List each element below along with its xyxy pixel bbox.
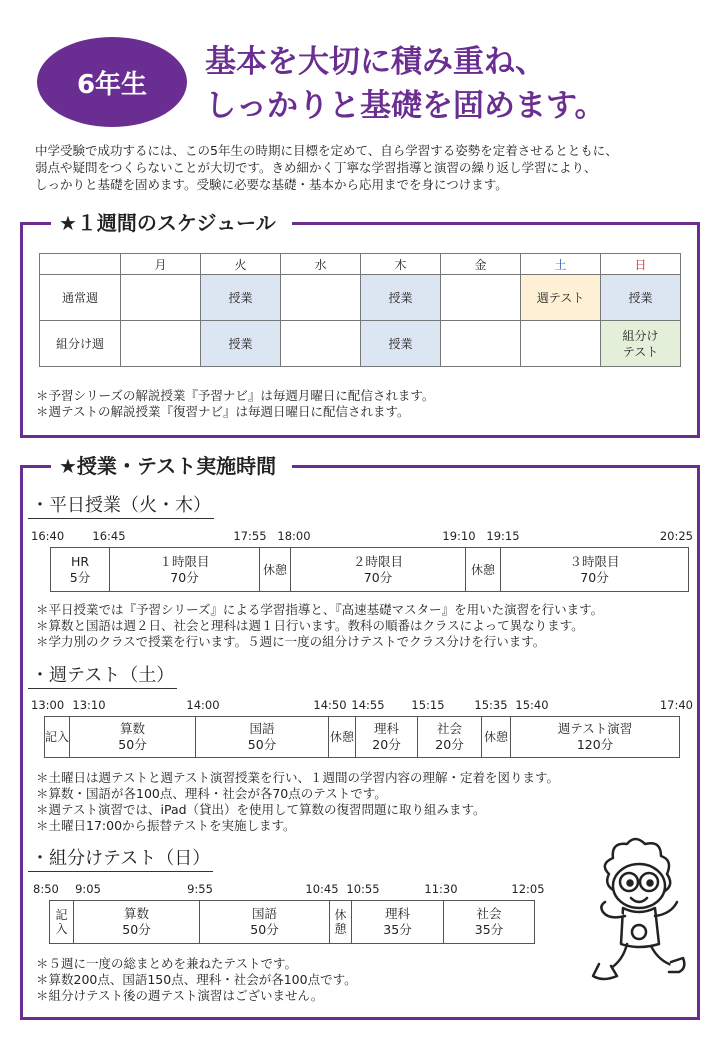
time-tick: 9:05: [75, 882, 101, 896]
table-cell: 授業: [601, 275, 681, 321]
segment-duration: 50分: [122, 922, 151, 937]
segment-math: [74, 901, 200, 943]
weekly-schedule-panel: [20, 211, 700, 438]
time-tick: 10:55: [346, 882, 380, 896]
time-tick: 17:55: [233, 529, 267, 543]
time-tick: 12:05: [511, 882, 545, 896]
headline-line-2: しっかりと基礎を固めます。: [205, 88, 606, 124]
day-header-fri: 金: [441, 254, 521, 275]
weekday-heading: ・平日授業（火・木）: [28, 495, 214, 519]
segment-break: 休憩: [260, 548, 291, 591]
segment-japanese: [196, 717, 329, 757]
segment-duration: 35分: [383, 922, 412, 937]
segment-duration: 20分: [372, 737, 401, 752]
segment-hr: [51, 548, 110, 591]
time-tick: 10:45: [305, 882, 339, 896]
table-cell: 授業: [201, 321, 281, 367]
row-label-group-week: 組分け週: [40, 321, 121, 367]
note-line: ＊学力別のクラスで授業を行います。５週に一度の組分けテストでクラス分けを行います。: [36, 634, 546, 649]
segment-period-3: [501, 548, 688, 591]
time-tick: 13:10: [72, 698, 106, 712]
segment-name: 理科: [384, 906, 410, 921]
saturday-time-ticks: [23, 698, 703, 714]
segment-duration: 50分: [250, 922, 279, 937]
day-header-tue: 火: [201, 254, 281, 275]
segment-name: 算数: [123, 906, 149, 921]
note-line: ＊土曜日は週テストと週テスト演習授業を行い、１週間の学習内容の理解・定着を図ります。: [36, 770, 560, 785]
weekly-schedule-title: ★１週間のスケジュール: [51, 208, 292, 238]
segment-name: ２時限目: [352, 553, 403, 569]
note-line: ＊組分けテスト後の週テスト演習はございません。: [36, 988, 324, 1003]
weekday-notes: [36, 602, 603, 650]
segment-weekly-test-practice: [511, 717, 679, 757]
segment-name: 社会: [436, 721, 462, 736]
segment-japanese: [200, 901, 330, 943]
time-tick: 11:30: [424, 882, 458, 896]
note-line: ＊予習シリーズの解説授業『予習ナビ』は毎週月曜日に配信されます。: [36, 388, 435, 403]
intro-paragraph: [35, 142, 695, 193]
segment-duration: 120分: [576, 737, 614, 752]
sunday-notes: [36, 956, 357, 1004]
time-tick: 18:00: [277, 529, 311, 543]
table-corner-cell: [40, 254, 121, 275]
segment-name: 週テスト演習: [557, 721, 633, 736]
segment-period-1: [110, 548, 260, 591]
day-header-sat: 土: [521, 254, 601, 275]
table-cell: 授業: [201, 275, 281, 321]
time-tick: 15:40: [515, 698, 549, 712]
time-tick: 14:00: [186, 698, 220, 712]
time-tick: 16:45: [92, 529, 126, 543]
segment-duration: 35分: [474, 922, 504, 937]
grade-badge: 6年生: [37, 37, 187, 127]
weekly-schedule-table: [39, 253, 681, 367]
segment-science: [352, 901, 444, 943]
time-tick: 19:15: [486, 529, 520, 543]
note-line: ＊算数と国語は週２日、社会と理科は週１日行います。教科の順番はクラスによって異なります。: [36, 618, 584, 633]
headline: [205, 40, 606, 128]
table-cell: 組分け テスト: [601, 321, 681, 367]
time-tick: 14:50: [313, 698, 347, 712]
time-tick: 19:10: [442, 529, 476, 543]
saturday-notes: [36, 770, 559, 834]
segment-fill-in: 記入: [50, 901, 74, 943]
weekday-timeline: [50, 547, 689, 592]
note-line: ＊土曜日17:00から振替テストを実施します。: [36, 818, 296, 833]
segment-social: [444, 901, 534, 943]
table-cell: [121, 275, 201, 321]
weekday-time-ticks: [23, 529, 703, 545]
table-cell: [281, 275, 361, 321]
time-tick: 14:55: [351, 698, 385, 712]
segment-duration: 70分: [363, 569, 393, 585]
table-cell: [441, 275, 521, 321]
segment-break: 休憩: [330, 901, 352, 943]
class-times-title: ★授業・テスト実施時間: [51, 451, 292, 481]
segment-period-2: [291, 548, 466, 591]
table-header-row: [40, 254, 681, 275]
day-header-thu: 木: [361, 254, 441, 275]
note-line: ＊週テスト演習では、iPad（貸出）を使用して算数の復習問題に取り組みます。: [36, 802, 486, 817]
table-cell: [521, 321, 601, 367]
saturday-timeline: [44, 716, 680, 758]
segment-name: HR: [70, 553, 90, 569]
intro-line: 弱点や疑問をつくらないことが大切です。きめ細かく丁寧な学習指導と演習の繰り返し学習により、: [35, 160, 597, 175]
table-cell: [441, 321, 521, 367]
time-tick: 13:00: [31, 698, 65, 712]
table-cell: 授業: [361, 321, 441, 367]
segment-name: 社会: [476, 906, 502, 921]
segment-fill-in: 記入: [45, 717, 70, 757]
segment-name: 国語: [251, 906, 277, 921]
table-cell: 授業: [361, 275, 441, 321]
sunday-timeline: [49, 900, 535, 944]
intro-line: しっかりと基礎を固めます。受験に必要な基礎・基本から応用までを身につけます。: [35, 177, 508, 192]
note-line: ＊５週に一度の総まとめを兼ねたテストです。: [36, 956, 298, 971]
segment-break: 休憩: [329, 717, 356, 757]
segment-science: [356, 717, 418, 757]
note-line: ＊算数・国語が各100点、理科・社会が各70点のテストです。: [36, 786, 387, 801]
segment-break: 休憩: [466, 548, 501, 591]
sunday-heading: ・組分けテスト（日）: [28, 848, 213, 872]
segment-name: 算数: [119, 721, 145, 736]
time-tick: 16:40: [31, 529, 65, 543]
table-row: [40, 275, 681, 321]
table-row: [40, 321, 681, 367]
saturday-heading: ・週テスト（土）: [28, 665, 177, 689]
segment-break: 休憩: [482, 717, 511, 757]
segment-duration: 70分: [580, 569, 609, 585]
segment-name: ３時限目: [569, 553, 620, 569]
segment-duration: 50分: [118, 737, 147, 752]
segment-name: 国語: [249, 721, 275, 736]
time-tick: 17:40: [659, 698, 693, 712]
segment-name: 理科: [373, 721, 399, 736]
time-tick: 8:50: [33, 882, 59, 896]
table-cell: [121, 321, 201, 367]
table-cell: 週テスト: [521, 275, 601, 321]
row-label-normal-week: 通常週: [40, 275, 121, 321]
class-times-panel: [20, 454, 700, 1020]
segment-name: １時限目: [159, 553, 210, 569]
note-line: ＊平日授業では『予習シリーズ』による学習指導と、『高速基礎マスター』を用いた演習を行います。: [36, 602, 604, 617]
time-tick: 20:25: [659, 529, 693, 543]
time-tick: 15:15: [411, 698, 445, 712]
day-header-wed: 水: [281, 254, 361, 275]
running-mascot-illustration: [583, 836, 693, 986]
day-header-mon: 月: [121, 254, 201, 275]
note-line: ＊算数200点、国語150点、理科・社会が各100点です。: [36, 972, 357, 987]
segment-math: [70, 717, 196, 757]
day-header-sun: 日: [601, 254, 681, 275]
segment-duration: 50分: [247, 737, 277, 752]
segment-duration: 70分: [170, 569, 199, 585]
time-tick: 15:35: [474, 698, 508, 712]
segment-duration: 5分: [69, 569, 91, 585]
schedule-notes: [36, 388, 434, 420]
table-cell: [281, 321, 361, 367]
intro-line: 中学受験で成功するには、この5年生の時期に目標を定めて、自ら学習する姿勢を定着させるとともに、: [35, 143, 618, 158]
headline-line-1: 基本を大切に積み重ね、: [205, 44, 546, 80]
note-line: ＊週テストの解説授業『復習ナビ』は毎週日曜日に配信されます。: [36, 404, 410, 419]
segment-duration: 20分: [435, 737, 464, 752]
segment-social: [418, 717, 482, 757]
time-tick: 9:55: [187, 882, 213, 896]
